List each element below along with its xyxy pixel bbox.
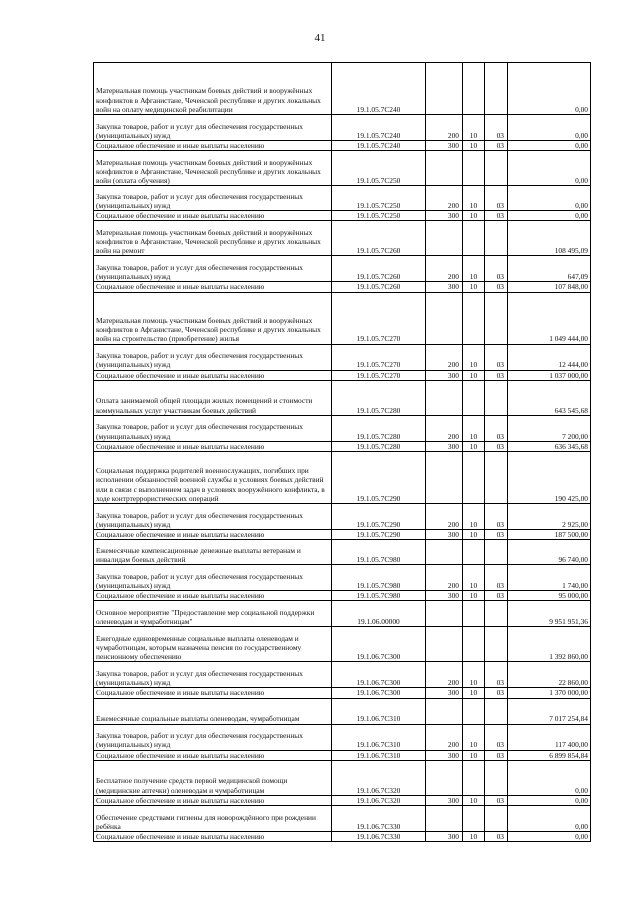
table-row [94,370,591,380]
row-amount: 0,00 [508,63,591,115]
row-expense-type [426,760,463,795]
row-target-article: 19.1.06.00000 [332,601,426,627]
row-target-article: 19.1.05.7С260 [332,221,426,256]
row-target-article: 19.1.06.7С320 [332,760,426,795]
row-target-article: 19.1.05.7С240 [332,63,426,115]
row-amount: 7 200,00 [508,415,591,441]
row-subsection: 03 [485,504,508,530]
table-row [94,760,591,795]
row-amount: 0,00 [508,795,591,805]
row-amount: 1 740,00 [508,565,591,591]
row-target-article: 19.1.06.7С300 [332,627,426,662]
row-subsection: 03 [485,415,508,441]
row-amount: 0,00 [508,141,591,151]
row-target-article: 19.1.05.7С980 [332,565,426,591]
row-subsection: 03 [485,662,508,688]
table-row [94,698,591,724]
row-target-article: 19.1.05.7С290 [332,504,426,530]
table-row [94,750,591,760]
row-expense-type: 300 [426,530,463,540]
row-section: 10 [463,832,485,842]
row-subsection [485,292,508,344]
row-name: Закупка товаров, работ и услуг для обеспечения государственных (муниципальных) нужд [94,344,332,370]
row-subsection: 03 [485,370,508,380]
row-amount: 0,00 [508,151,591,186]
row-name: Социальное обеспечение и иные выплаты населению [94,750,332,760]
row-amount: 1 049 444,00 [508,292,591,344]
row-subsection [485,380,508,415]
row-amount: 0,00 [508,832,591,842]
row-expense-type: 300 [426,688,463,698]
row-amount: 636 345,68 [508,441,591,451]
row-expense-type [426,292,463,344]
row-expense-type [426,601,463,627]
row-target-article: 19.1.05.7С290 [332,530,426,540]
row-name: Социальное обеспечение и иные выплаты населению [94,282,332,292]
row-amount: 107 848,00 [508,282,591,292]
table-row [94,540,591,565]
row-subsection: 03 [485,832,508,842]
row-target-article: 19.1.05.7С290 [332,452,426,504]
row-expense-type: 300 [426,832,463,842]
row-subsection: 03 [485,724,508,750]
row-section [463,292,485,344]
row-amount: 22 860,00 [508,662,591,688]
row-target-article: 19.1.05.7С280 [332,415,426,441]
row-target-article: 19.1.05.7С270 [332,344,426,370]
row-name: Закупка товаров, работ и услуг для обеспечения государственных (муниципальных) нужд [94,415,332,441]
table-row [94,344,591,370]
row-target-article: 19.1.05.7С980 [332,540,426,565]
row-target-article: 19.1.05.7С980 [332,591,426,601]
row-name: Материальная помощь участникам боевых действий и вооружённых конфликтов в Афганистане, Чеченской республике и других локальных войн на оплату медицинской реабилитации [94,63,332,115]
row-name: Закупка товаров, работ и услуг для обеспечения государственных (муниципальных) нужд [94,504,332,530]
table-row [94,601,591,627]
row-name: Ежемесячные социальные выплаты оленеводам, чумработницам [94,698,332,724]
row-expense-type: 200 [426,256,463,282]
row-section [463,601,485,627]
row-name: Материальная помощь участникам боевых действий и вооружённых конфликтов в Афганистане, Чеченской республике и других локальных войн (оплата обучения) [94,151,332,186]
row-name: Закупка товаров, работ и услуг для обеспечения государственных (муниципальных) нужд [94,186,332,211]
row-name: Закупка товаров, работ и услуг для обеспечения государственных (муниципальных) нужд [94,256,332,282]
row-name: Социальное обеспечение и иные выплаты населению [94,530,332,540]
row-name: Оплата занимаемой общей площади жилых помещений и стоимости коммунальных услуг участникам боевых действий [94,380,332,415]
row-name: Социальное обеспечение и иные выплаты населению [94,591,332,601]
table-row [94,441,591,451]
row-expense-type: 200 [426,504,463,530]
table-row [94,141,591,151]
row-section [463,452,485,504]
row-name: Закупка товаров, работ и услуг для обеспечения государственных (муниципальных) нужд [94,565,332,591]
table-row [94,591,591,601]
row-amount: 1 370 000,00 [508,688,591,698]
row-subsection [485,452,508,504]
row-amount: 187 500,00 [508,530,591,540]
row-subsection: 03 [485,141,508,151]
row-section: 10 [463,141,485,151]
row-expense-type: 200 [426,565,463,591]
row-section: 10 [463,415,485,441]
table-row [94,806,591,832]
row-name: Социальная поддержка родителей военнослужащих, погибших при исполнении обязанностей военной службы в условиях боевых действий или в связи с выполнением задач в условиях вооружённого конфликта, в ходе контртеррористических операций [94,452,332,504]
row-subsection [485,63,508,115]
table-row [94,256,591,282]
row-target-article: 19.1.06.7С330 [332,806,426,832]
row-section: 10 [463,750,485,760]
row-expense-type [426,380,463,415]
row-expense-type: 300 [426,211,463,221]
row-amount: 1 037 000,00 [508,370,591,380]
row-section: 10 [463,211,485,221]
table-row [94,115,591,141]
row-target-article: 19.1.05.7С250 [332,211,426,221]
budget-table [93,62,591,842]
row-subsection: 03 [485,115,508,141]
row-expense-type [426,63,463,115]
row-amount: 0,00 [508,806,591,832]
row-target-article: 19.1.06.7С300 [332,688,426,698]
table-row [94,724,591,750]
row-name: Материальная помощь участникам боевых действий и вооружённых конфликтов в Афганистане, Чеченской республике и других локальных войн на ремонт [94,221,332,256]
row-amount: 1 392 860,00 [508,627,591,662]
row-section [463,698,485,724]
row-amount: 643 545,68 [508,380,591,415]
row-subsection: 03 [485,795,508,805]
row-target-article: 19.1.05.7С280 [332,380,426,415]
row-name: Социальное обеспечение и иные выплаты населению [94,441,332,451]
row-subsection: 03 [485,530,508,540]
row-section: 10 [463,256,485,282]
row-name: Ежегодные единовременные социальные выплаты оленеводам и чумработницам, которым назначена пенсия по государственному пенсионному обеспечению [94,627,332,662]
table-row [94,504,591,530]
row-expense-type: 300 [426,441,463,451]
row-name: Социальное обеспечение и иные выплаты населению [94,688,332,698]
table-row [94,380,591,415]
row-section [463,806,485,832]
row-section: 10 [463,344,485,370]
row-section [463,627,485,662]
table-row [94,211,591,221]
table-row [94,530,591,540]
row-expense-type: 200 [426,115,463,141]
row-subsection: 03 [485,344,508,370]
row-section [463,540,485,565]
row-section: 10 [463,662,485,688]
row-amount: 117 400,00 [508,724,591,750]
table-body [94,63,591,842]
row-expense-type [426,452,463,504]
row-target-article: 19.1.06.7С330 [332,832,426,842]
row-section [463,63,485,115]
row-expense-type: 300 [426,282,463,292]
table-row [94,221,591,256]
row-expense-type: 200 [426,344,463,370]
row-name: Бесплатное получение средств первой медицинской помощи (медицинские аптечки) оленеводам и чумработницам [94,760,332,795]
row-target-article: 19.1.06.7С320 [332,795,426,805]
row-amount: 0,00 [508,115,591,141]
table-row [94,151,591,186]
row-amount: 12 444,00 [508,344,591,370]
row-subsection [485,627,508,662]
row-expense-type: 200 [426,724,463,750]
row-name: Социальное обеспечение и иные выплаты населению [94,795,332,805]
row-expense-type [426,698,463,724]
row-subsection: 03 [485,565,508,591]
row-target-article: 19.1.05.7С260 [332,256,426,282]
row-name: Обеспечение средствами гигиены для новорождённого при рождении ребёнка [94,806,332,832]
row-amount: 190 425,00 [508,452,591,504]
row-section [463,380,485,415]
row-target-article: 19.1.05.7С240 [332,141,426,151]
table-row [94,452,591,504]
row-subsection [485,221,508,256]
row-target-article: 19.1.05.7С250 [332,186,426,211]
row-expense-type: 300 [426,141,463,151]
row-subsection: 03 [485,256,508,282]
table-row [94,688,591,698]
table-row [94,186,591,211]
row-target-article: 19.1.06.7С300 [332,662,426,688]
row-expense-type [426,151,463,186]
row-expense-type: 300 [426,750,463,760]
table-row [94,627,591,662]
row-subsection [485,540,508,565]
row-subsection: 03 [485,282,508,292]
row-expense-type: 300 [426,591,463,601]
row-name: Закупка товаров, работ и услуг для обеспечения государственных (муниципальных) нужд [94,724,332,750]
row-subsection: 03 [485,591,508,601]
row-subsection: 03 [485,211,508,221]
row-subsection [485,760,508,795]
row-name: Ежемесячные компенсационные денежные выплаты ветеранам и инвалидам боевых действий [94,540,332,565]
row-subsection [485,806,508,832]
row-section: 10 [463,186,485,211]
row-expense-type: 200 [426,186,463,211]
row-target-article: 19.1.05.7С270 [332,370,426,380]
row-section: 10 [463,530,485,540]
row-expense-type: 300 [426,370,463,380]
table-row [94,415,591,441]
row-subsection [485,151,508,186]
row-amount: 7 017 254,84 [508,698,591,724]
table-row [94,565,591,591]
row-expense-type: 200 [426,415,463,441]
row-target-article: 19.1.05.7С240 [332,115,426,141]
row-target-article: 19.1.05.7С280 [332,441,426,451]
row-target-article: 19.1.05.7С270 [332,292,426,344]
row-subsection: 03 [485,688,508,698]
row-subsection [485,601,508,627]
table-row [94,282,591,292]
row-expense-type [426,806,463,832]
row-target-article: 19.1.06.7С310 [332,750,426,760]
row-amount: 0,00 [508,211,591,221]
row-subsection: 03 [485,186,508,211]
row-section: 10 [463,282,485,292]
row-section: 10 [463,115,485,141]
row-target-article: 19.1.06.7С310 [332,724,426,750]
row-name: Материальная помощь участникам боевых действий и вооружённых конфликтов в Афганистане, Чеченской республике и других локальных войн на строительство (приобретение) жилья [94,292,332,344]
row-name: Социальное обеспечение и иные выплаты населению [94,211,332,221]
row-subsection [485,698,508,724]
page-number: 41 [314,32,326,44]
row-section: 10 [463,504,485,530]
row-target-article: 19.1.05.7С260 [332,282,426,292]
row-target-article: 19.1.06.7С310 [332,698,426,724]
table-row [94,662,591,688]
row-amount: 9 951 951,36 [508,601,591,627]
row-expense-type [426,627,463,662]
row-amount: 0,00 [508,760,591,795]
row-section [463,151,485,186]
row-section: 10 [463,724,485,750]
row-expense-type [426,540,463,565]
row-amount: 0,00 [508,186,591,211]
row-section: 10 [463,370,485,380]
row-subsection: 03 [485,441,508,451]
row-name: Социальное обеспечение и иные выплаты населению [94,141,332,151]
row-amount: 108 495,09 [508,221,591,256]
row-section: 10 [463,795,485,805]
row-section: 10 [463,565,485,591]
row-section [463,221,485,256]
row-amount: 6 899 854,84 [508,750,591,760]
row-subsection: 03 [485,750,508,760]
row-name: Социальное обеспечение и иные выплаты населению [94,832,332,842]
row-name: Закупка товаров, работ и услуг для обеспечения государственных (муниципальных) нужд [94,662,332,688]
row-amount: 96 740,00 [508,540,591,565]
row-expense-type [426,221,463,256]
row-expense-type: 200 [426,662,463,688]
row-section: 10 [463,591,485,601]
row-target-article: 19.1.05.7С250 [332,151,426,186]
table-row [94,795,591,805]
table-row [94,292,591,344]
table-row [94,832,591,842]
row-section: 10 [463,688,485,698]
row-amount: 95 000,00 [508,591,591,601]
row-amount: 647,09 [508,256,591,282]
row-name: Закупка товаров, работ и услуг для обеспечения государственных (муниципальных) нужд [94,115,332,141]
row-amount: 2 925,00 [508,504,591,530]
row-section: 10 [463,441,485,451]
row-name: Основное мероприятие "Предоставление мер социальной поддержки оленеводам и чумработницам" [94,601,332,627]
row-section [463,760,485,795]
table-row [94,63,591,115]
row-expense-type: 300 [426,795,463,805]
row-name: Социальное обеспечение и иные выплаты населению [94,370,332,380]
